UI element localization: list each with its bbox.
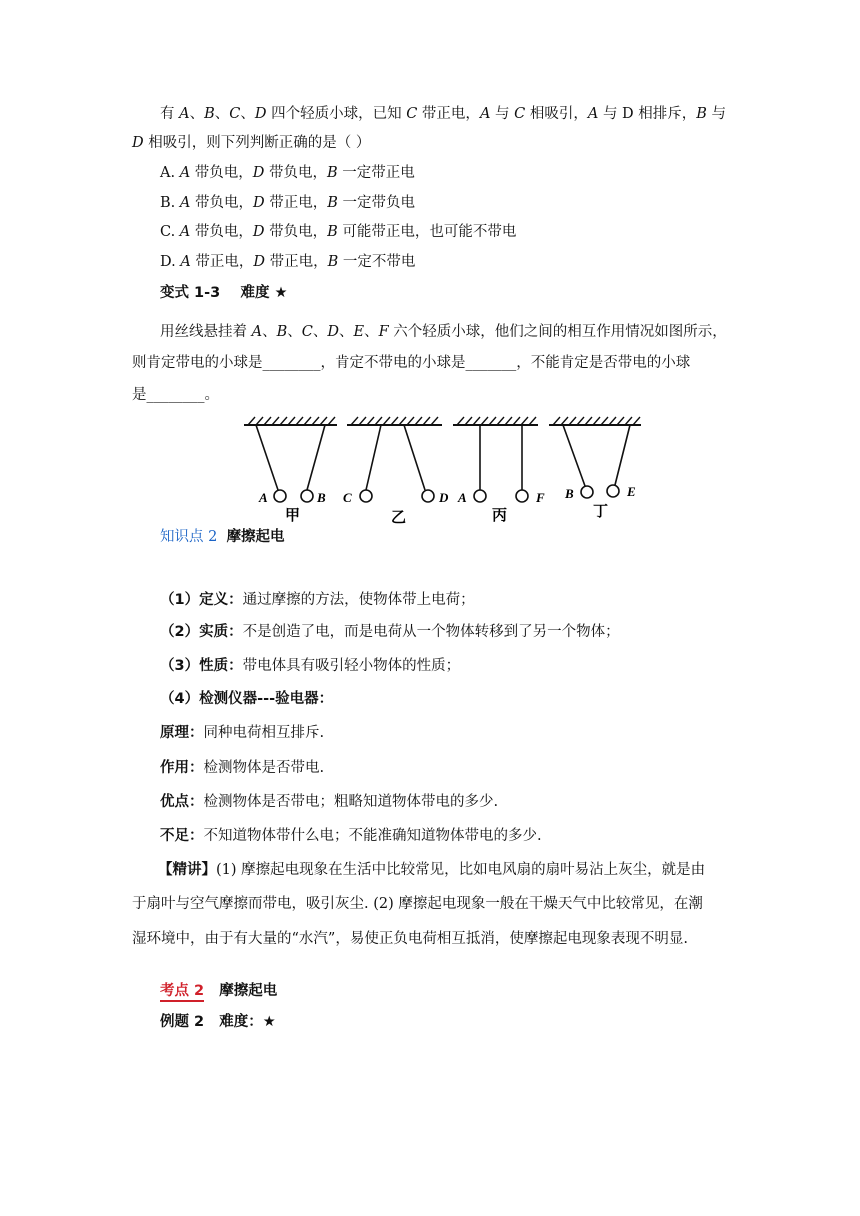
group-caption: 丁 — [593, 504, 609, 520]
difficulty-label: 难度 — [240, 285, 270, 301]
variant-line-1 — [160, 322, 727, 342]
var: B — [204, 106, 215, 122]
group-caption: 乙 — [391, 510, 407, 526]
option-a[interactable] — [160, 163, 415, 183]
figure-group-jia — [244, 417, 337, 524]
point-body: 检测物体是否带电. — [203, 760, 325, 776]
text: 、 — [214, 106, 230, 122]
var: D — [252, 224, 265, 240]
text: 带正电， — [417, 106, 480, 122]
text: 有 — [160, 106, 180, 122]
text: 一定不带电 — [338, 254, 416, 270]
ceiling-hatch — [553, 417, 640, 425]
text: 带负电， — [264, 165, 328, 181]
ball-label: C — [343, 490, 352, 505]
text: 、 — [312, 324, 328, 340]
text: 一定带正电 — [337, 165, 415, 181]
figure-group-yi — [343, 417, 449, 526]
text: 带正电， — [190, 254, 254, 270]
ball — [474, 490, 486, 502]
var: C — [301, 324, 313, 340]
var: B — [327, 224, 338, 240]
text: 、 — [287, 324, 302, 340]
pendulum-figure — [0, 406, 860, 536]
star-icon: ★ — [274, 285, 288, 301]
point-head: 优点： — [160, 794, 204, 810]
var: F — [378, 324, 389, 340]
var: B — [327, 165, 338, 181]
var: C — [406, 106, 418, 122]
point-principle — [160, 723, 324, 743]
variant-line-3: 是________。 — [132, 387, 219, 403]
exam-point-title: 摩擦起电 — [219, 983, 278, 999]
text: 带负电， — [190, 195, 253, 211]
var: D — [132, 135, 144, 151]
explain-line-2: 于扇叶与空气摩擦而带电，吸引灰尘. (2) 摩擦起电现象一般在干燥天气中比较常见，在潮 — [132, 896, 703, 912]
ceiling-hatch — [248, 417, 335, 425]
option-c[interactable] — [160, 222, 516, 242]
exam-point-heading — [160, 981, 277, 1001]
point-body: 不知道物体带什么电；不能准确知道物体带电的多少. — [203, 828, 542, 844]
ball-label: A — [458, 490, 467, 505]
ceiling-hatch — [351, 417, 438, 425]
point-shortcoming — [160, 826, 542, 846]
question-line-2 — [132, 133, 370, 153]
var: A — [179, 165, 191, 181]
knowledge-label: 知识点 2 — [160, 529, 218, 545]
ball — [607, 485, 619, 497]
point-definition — [160, 590, 475, 610]
option-prefix: D. — [160, 254, 181, 270]
thread — [256, 425, 278, 490]
var: D — [327, 324, 339, 340]
knowledge-title: 摩擦起电 — [226, 529, 285, 545]
var: B — [327, 254, 339, 270]
ball — [360, 490, 372, 502]
point-essence — [160, 622, 620, 642]
figure-group-ding — [549, 417, 641, 520]
group-caption: 甲 — [285, 508, 301, 524]
text: 带负电， — [264, 224, 328, 240]
thread — [404, 425, 425, 490]
ball — [581, 486, 593, 498]
question-line-1 — [160, 104, 726, 124]
point-advantage — [160, 792, 498, 812]
text: 相吸引， — [525, 106, 588, 122]
option-d[interactable] — [160, 252, 415, 272]
exam-point-label: 考点 2 — [160, 983, 204, 1002]
ball-label: B — [317, 490, 326, 505]
point-function — [160, 758, 324, 778]
ball-label: B — [565, 486, 574, 501]
var: D — [253, 254, 266, 270]
variant-label: 变式 1-3 — [160, 285, 221, 301]
point-head: 不足： — [160, 828, 204, 844]
var: A — [179, 195, 191, 211]
text: 、 — [262, 324, 277, 340]
ball-label: A — [259, 490, 268, 505]
point-body: 带电体具有吸引轻小物体的性质； — [242, 658, 461, 674]
example-heading — [160, 1012, 276, 1032]
var: A — [587, 106, 599, 122]
option-prefix: C. — [160, 224, 180, 240]
var: E — [353, 324, 365, 340]
point-instrument — [160, 689, 333, 709]
option-prefix: A. — [160, 165, 180, 181]
option-b[interactable] — [160, 193, 415, 213]
thread — [366, 425, 381, 490]
point-head: （2）实质： — [160, 624, 243, 640]
thread — [563, 425, 585, 486]
var: D — [252, 195, 265, 211]
text: 带正电， — [264, 195, 328, 211]
text: 相吸引，则下列判断正确的是（ ） — [143, 135, 371, 151]
var: A — [251, 324, 263, 340]
ball-label: D — [439, 490, 449, 505]
text: 带负电， — [190, 165, 253, 181]
text: 、 — [339, 324, 354, 340]
point-head: （3）性质： — [160, 658, 243, 674]
var: C — [514, 106, 526, 122]
explain-head: 【精讲】 — [158, 862, 216, 878]
point-head: 作用： — [160, 760, 204, 776]
text: 用丝线悬挂着 — [160, 324, 252, 340]
ball — [274, 490, 286, 502]
thread — [615, 425, 630, 485]
text: 、 — [240, 106, 255, 122]
star-icon: ★ — [262, 1014, 276, 1030]
text: 可能带正电，也可能不带电 — [337, 224, 517, 240]
ball — [516, 490, 528, 502]
var: D — [252, 165, 265, 181]
point-property — [160, 656, 460, 676]
var: A — [479, 106, 491, 122]
text: 六个轻质小球，他们之间的相互作用情况如图所示， — [388, 324, 727, 340]
option-prefix: B. — [160, 195, 180, 211]
point-body: 同种电荷相互排斥. — [203, 725, 325, 741]
point-body: 检测物体是否带电；粗略知道物体带电的多少. — [203, 794, 499, 810]
ball-label: F — [536, 490, 545, 505]
explain-line-1 — [158, 860, 705, 880]
point-body: 通过摩擦的方法，使物体带上电荷； — [242, 592, 475, 608]
explain-line-3: 湿环境中，由于有大量的“水汽”，易使正负电荷相互抵消，使摩擦起电现象表现不明显. — [132, 931, 688, 947]
group-caption: 丙 — [492, 508, 508, 524]
var: B — [327, 195, 338, 211]
var: A — [180, 254, 191, 270]
figure-group-bing — [453, 417, 545, 524]
var: A — [179, 106, 190, 122]
variant-line-2: 则肯定带电的小球是________，肯定不带电的小球是_______，不能肯定是否带电的小球 — [132, 355, 691, 371]
var: A — [179, 224, 191, 240]
text: 带正电， — [265, 254, 328, 270]
text: 与 — [706, 106, 727, 122]
text: 与 D 相排斥， — [598, 106, 697, 122]
var: D — [254, 106, 267, 122]
ball — [422, 490, 434, 502]
ball-label: E — [627, 484, 636, 499]
text: 四个轻质小球，已知 — [266, 106, 407, 122]
thread — [307, 425, 325, 490]
variant-heading — [160, 283, 288, 303]
text: 带负电， — [190, 224, 253, 240]
point-head: （1）定义： — [160, 592, 243, 608]
ceiling-hatch — [457, 417, 536, 425]
var: B — [696, 106, 707, 122]
point-body: 不是创造了电，而是电荷从一个物体转移到了另一个物体； — [242, 624, 620, 640]
text: 一定带负电 — [337, 195, 415, 211]
text: 、 — [189, 106, 205, 122]
point-head: （4）检测仪器---验电器： — [160, 691, 334, 707]
ball — [301, 490, 313, 502]
text: (1) 摩擦起电现象在生活中比较常见，比如电风扇的扇叶易沾上灰尘，就是由 — [216, 862, 706, 878]
knowledge-heading — [160, 527, 285, 547]
point-head: 原理： — [160, 725, 204, 741]
var: C — [229, 106, 241, 122]
text: 、 — [364, 324, 379, 340]
text: 与 — [490, 106, 515, 122]
difficulty-label: 难度： — [219, 1014, 263, 1030]
example-label: 例题 2 — [160, 1014, 205, 1030]
var: B — [276, 324, 288, 340]
